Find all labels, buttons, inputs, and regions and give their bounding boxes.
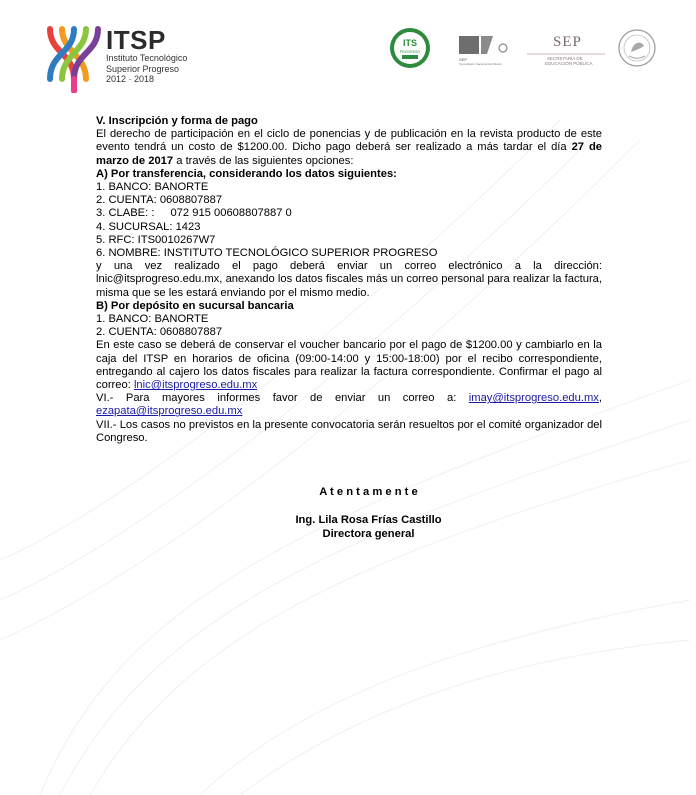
sep-wordmark: SEP bbox=[553, 34, 582, 50]
mexico-seal-icon bbox=[617, 28, 657, 68]
its-logo-text: ITS bbox=[402, 38, 418, 48]
signatory-role: Directora general bbox=[322, 528, 415, 540]
option-a-note: y una vez realizado el pago deberá enviar un correo electrónico a la dirección: lnic@itsprogreso.edu.mx, anexando los datos fiscales más un correo personal para realizar la factura, misma que se les estará enviando por el mismo medio. bbox=[96, 260, 602, 299]
option-a-title: A) Por transferencia, considerando los datos siguientes: bbox=[96, 167, 397, 180]
closing-line: A t e n t a m e n t e bbox=[319, 486, 418, 498]
tecnm-logo-label1: SEP bbox=[459, 57, 468, 62]
itsp-line1: Instituto Tecnológico bbox=[106, 53, 188, 63]
option-b-note-text: En este caso se deberá de conservar el voucher bancario por el pago de $1200.00 y cambiarlo en la caja del ITSP en horarios de oficina (09:00-14:00 y 15:00-18:00) por el recibo correspondiente, entregando al cajero los datos fiscales para realizar la factura correspondiente. Confirmar el pago al correo: bbox=[96, 339, 602, 392]
sep-subtitle-1: SECRETARÍA DE bbox=[547, 56, 583, 61]
intro-text: El derecho de participación en el ciclo de ponencias y de publicación en la revista producto de este evento tendrá un costo de $1200.00. Dicho pago deberá ser realizado a más tardar el día bbox=[96, 128, 602, 154]
info-text: VI.- Para mayores informes favor de enviar un correo a: bbox=[96, 392, 469, 405]
tecnm-logo-label2: Tecnológico Nacional de México bbox=[459, 62, 502, 66]
option-a-branch: 4. SUCURSAL: 1423 bbox=[96, 220, 201, 233]
option-a-account: 2. CUENTA: 0608807887 bbox=[96, 194, 223, 207]
payment-section bbox=[96, 115, 602, 445]
info-email-link-1[interactable]: imay@itsprogreso.edu.mx bbox=[468, 392, 599, 405]
option-b-title: B) Por depósito en sucursal bancaria bbox=[96, 299, 294, 312]
itsp-logo-icon bbox=[44, 23, 104, 93]
clabe-label: 3. CLABE: : bbox=[96, 207, 155, 220]
signatory-name: Ing. Lila Rosa Frías Castillo bbox=[295, 514, 442, 526]
itsp-line2: Superior Progreso bbox=[106, 63, 180, 74]
deadline-date: 27 de marzo de 2017 bbox=[96, 141, 602, 167]
section-intro bbox=[96, 128, 602, 168]
option-b-bank: 1. BANCO: BANORTE bbox=[96, 313, 209, 326]
its-progreso-logo-icon bbox=[389, 27, 431, 69]
sep-subtitle-2: EDUCACIÓN PÚBLICA bbox=[545, 61, 593, 66]
itsp-wordmark bbox=[106, 27, 187, 85]
itsp-years: 2012 · 2018 bbox=[106, 74, 155, 84]
option-a-bank: 1. BANCO: BANORTE bbox=[96, 181, 209, 194]
info-paragraph: VI.- Para mayores informes favor de enviar un correo a: imay@itsprogreso.edu.mx, ezapata@itsprogreso.edu.mx bbox=[96, 392, 602, 418]
intro-end: a través de las siguientes opciones: bbox=[173, 154, 354, 167]
itsp-title: ITSP bbox=[106, 25, 166, 55]
section-title: V. Inscripción y forma de pago bbox=[96, 115, 258, 127]
clabe-value: 072 915 00608807887 0 bbox=[170, 207, 292, 220]
option-a-clabe bbox=[96, 207, 602, 220]
unforeseen-cases: VII.- Los casos no previstos en la presente convocatoria serán resueltos por el comité organizador del Congreso. bbox=[96, 418, 602, 444]
tecnm-logo-icon bbox=[457, 34, 515, 66]
option-b-account: 2. CUENTA: 0608807887 bbox=[96, 326, 223, 339]
its-logo-sub: PROGRESO bbox=[399, 50, 421, 54]
option-a-rfc: 5. RFC: ITS0010267W7 bbox=[96, 233, 216, 246]
info-email-link-2[interactable]: ezapata@itsprogreso.edu.mx bbox=[96, 405, 243, 418]
option-b-note bbox=[96, 339, 602, 392]
option-a-name: 6. NOMBRE: INSTITUTO TECNOLÓGICO SUPERIOR PROGRESO bbox=[96, 247, 438, 260]
confirm-email-link[interactable]: lnic@itsprogreso.edu.mx bbox=[133, 379, 258, 392]
